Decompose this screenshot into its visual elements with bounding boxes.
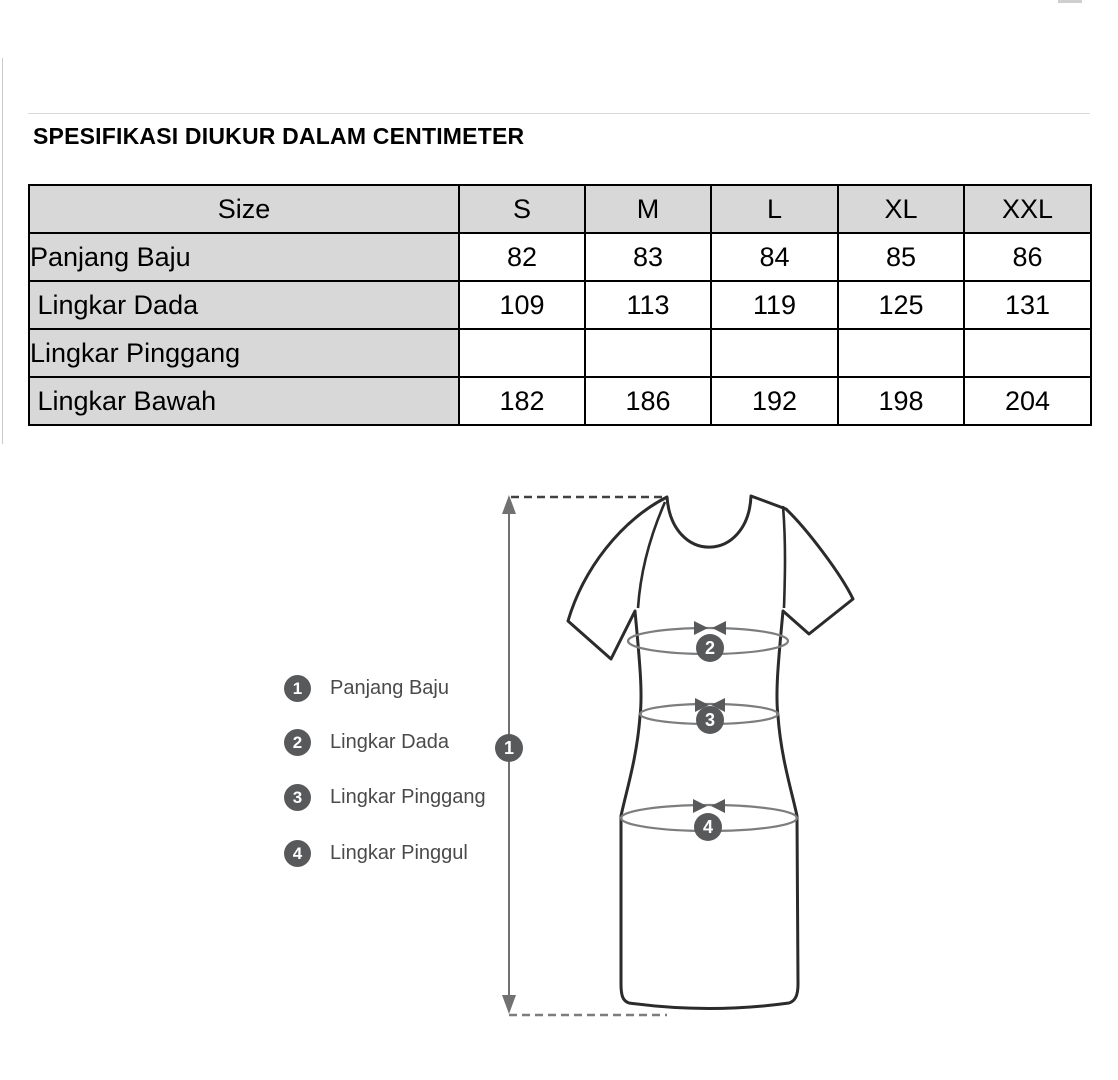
page-title: SPESIFIKASI DIUKUR DALAM CENTIMETER (33, 123, 525, 149)
value-cell: 119 (711, 281, 838, 329)
legend-badge-3: 3 (284, 784, 311, 811)
legend-label: Lingkar Pinggang (330, 785, 486, 808)
legend-badge-1: 1 (284, 675, 311, 702)
diagram-callout-1: 1 (495, 734, 523, 762)
legend-label: Panjang Baju (330, 676, 449, 699)
value-cell: 182 (459, 377, 585, 425)
legend-item-lingkar-pinggang (284, 783, 486, 811)
value-cell: 125 (838, 281, 964, 329)
diagram-callout-3: 3 (696, 706, 724, 734)
header-cell-size: Size (29, 185, 459, 233)
diagram-callout-4: 4 (694, 813, 722, 841)
diagram-callout-2: 2 (696, 634, 724, 662)
header-cell-m: M (585, 185, 711, 233)
value-cell: 131 (964, 281, 1091, 329)
value-cell: 204 (964, 377, 1091, 425)
legend-badge-2: 2 (284, 729, 311, 756)
value-cell: 113 (585, 281, 711, 329)
value-cell: 198 (838, 377, 964, 425)
legend-label: Lingkar Pinggul (330, 841, 468, 864)
row-label: Lingkar Bawah (29, 377, 459, 425)
value-cell: 85 (838, 233, 964, 281)
value-cell: 82 (459, 233, 585, 281)
row-label: Lingkar Dada (29, 281, 459, 329)
value-cell: 84 (711, 233, 838, 281)
header-cell-s: S (459, 185, 585, 233)
row-label: Lingkar Pinggang (29, 329, 459, 377)
row-label: Panjang Baju (29, 233, 459, 281)
header-cell-l: L (711, 185, 838, 233)
legend-item-lingkar-pinggul (284, 839, 468, 867)
legend-badge-4: 4 (284, 840, 311, 867)
value-cell: 86 (964, 233, 1091, 281)
header-cell-xxl: XXL (964, 185, 1091, 233)
arrow-down-icon (502, 995, 516, 1014)
legend-label: Lingkar Dada (330, 730, 449, 753)
value-cell: 109 (459, 281, 585, 329)
value-cell: 83 (585, 233, 711, 281)
value-cell: 192 (711, 377, 838, 425)
legend-item-panjang-baju (284, 674, 449, 702)
value-cell: 186 (585, 377, 711, 425)
dress-outline (568, 496, 853, 1009)
header-cell-xl: XL (838, 185, 964, 233)
legend-item-lingkar-dada (284, 728, 449, 756)
